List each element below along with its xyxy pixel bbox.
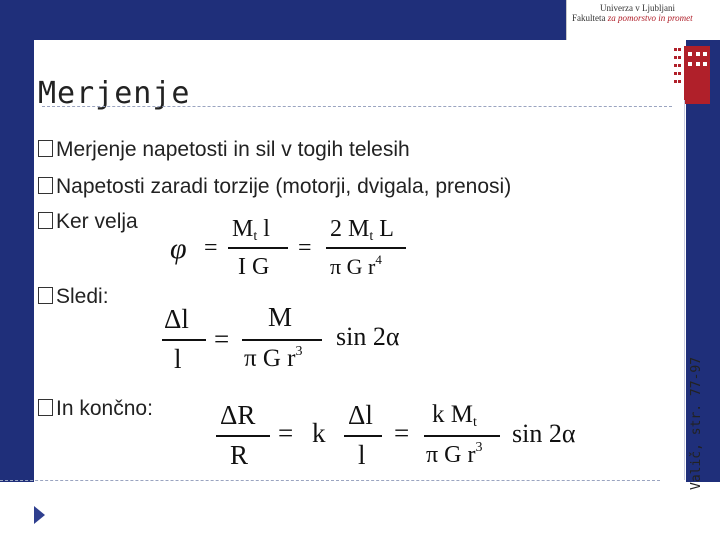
source-reference-label: Valič, str. 77-97 [689, 356, 704, 490]
svg-text:=: = [298, 235, 312, 261]
svg-text:sin 2α: sin 2α [512, 419, 576, 448]
page-title: Merjenje [38, 76, 191, 111]
svg-text:Mt l: Mt l [232, 216, 270, 244]
svg-text:M: M [268, 302, 293, 332]
svg-text:=: = [394, 418, 410, 448]
checkbox-bullet-icon [38, 140, 53, 157]
svg-text:Δl: Δl [348, 400, 373, 430]
bullet-item: Merjenje napetosti in sil v togih telesih [38, 138, 410, 162]
bullet-item: Sledi: [38, 285, 109, 309]
torsion-angle-formula [158, 206, 418, 284]
formula-phi: φ [170, 232, 187, 265]
svg-text:=: = [214, 324, 230, 354]
svg-text:2 Mt L: 2 Mt L [330, 216, 394, 244]
faculty-emblem-icon [672, 44, 712, 104]
svg-text:k Mt: k Mt [432, 401, 477, 430]
title-divider [42, 106, 672, 107]
svg-text:l: l [174, 344, 182, 374]
svg-text:π G r4: π G $r^4$ [330, 252, 382, 279]
checkbox-bullet-icon [38, 212, 53, 229]
side-divider [684, 100, 685, 480]
logo-line-2: Fakulteta za pomorstvo in promet [572, 13, 693, 23]
checkbox-bullet-icon [38, 399, 53, 416]
checkbox-bullet-icon [38, 287, 53, 304]
svg-text:l: l [358, 440, 366, 470]
svg-text:=: = [278, 418, 294, 448]
bullet-item: Napetosti zaradi torzije (motorji, dvigala, prenosi) [38, 175, 511, 199]
svg-text:I G: I G [238, 254, 270, 280]
svg-text:Δl: Δl [164, 304, 189, 334]
svg-text:k: k [312, 418, 326, 448]
svg-text:π G r3: π G $r^3$ [426, 440, 483, 468]
bottom-divider [0, 480, 660, 481]
svg-text:R: R [230, 440, 249, 470]
bullet-item: Ker velja [38, 210, 138, 234]
logo-line-1: Univerza v Ljubljani [600, 3, 675, 13]
checkbox-bullet-icon [38, 177, 53, 194]
svg-text:ΔR: ΔR [220, 400, 256, 430]
formula-equals: = [204, 235, 218, 261]
radius-change-formula [210, 392, 584, 474]
svg-text:sin 2α: sin 2α [336, 322, 400, 351]
footer-strip [0, 482, 720, 540]
svg-text:π G r3: π G $r^3$ [244, 344, 303, 372]
elongation-formula [156, 296, 426, 374]
next-slide-arrow-icon[interactable] [34, 506, 45, 524]
bullet-item: In končno: [38, 397, 153, 421]
